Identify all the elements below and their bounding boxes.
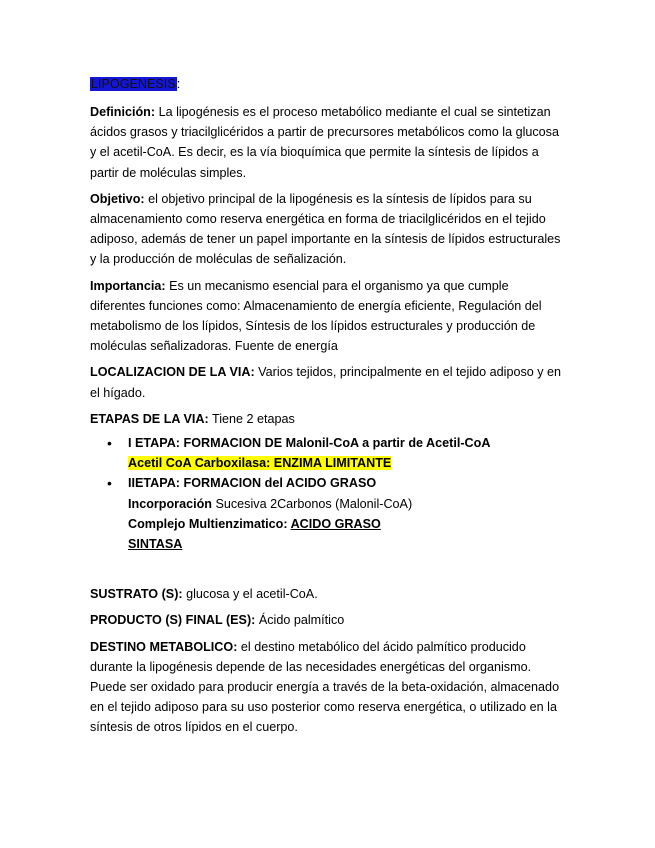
importancia-text: Es un mecanismo esencial para el organismo ya que cumple diferentes funciones como: Almacenamiento de energía eficiente, Regulación del metabolismo de los lípidos, Síntesis de los lípidos estructurales y producción de moléculas señalizadoras. Fuente de energía <box>90 278 542 354</box>
producto-paragraph <box>90 610 565 630</box>
etapa-2-title: • IIETAPA: FORMACION del ACIDO GRASO <box>128 476 377 491</box>
etapa-1-title: • I ETAPA: FORMACION DE Malonil-CoA a partir de Acetil-CoA <box>128 436 491 451</box>
definicion-text: La lipogénesis es el proceso metabólico mediante el cual se sintetizan ácidos grasos y triacilglicéridos a partir de precursores metabólicos como la glucosa y el acetil-CoA. Es decir, es la vía bioquímica que permite la síntesis de lípidos a partir de moléculas simples. <box>90 105 559 180</box>
definicion-paragraph <box>90 102 565 183</box>
producto-text: Ácido palmítico <box>255 613 345 628</box>
etapas-paragraph <box>90 409 565 429</box>
etapa-2-complejo <box>128 514 565 534</box>
destino-text: el destino metabólico del ácido palmítico producido durante la lipogénesis depende de las necesidades energéticas del organismo. Puede ser oxidado para producir energía a través de la beta-oxidación, almacenado en el tejido adiposo para su uso posterior como reserva energética, o utilizado en la síntesis de otros lípidos en el cuerpo. <box>90 639 560 735</box>
document-title: LIPOGENESIS <box>91 77 176 91</box>
localizacion-text: Varios tejidos, principalmente en el tejido adiposo y en el hígado. <box>90 365 562 400</box>
etapa-1-highlight: Acetil CoA Carboxilasa: ENZIMA LIMITANTE <box>128 456 392 471</box>
destino-paragraph <box>90 637 565 738</box>
etapa-2-incorporacion <box>128 494 565 514</box>
title-line <box>90 74 565 96</box>
destino-label: DESTINO METABOLICO: <box>90 639 238 654</box>
spacer <box>90 554 565 578</box>
complejo-underline-1: ACIDO GRASO <box>290 516 381 531</box>
objetivo-paragraph <box>90 189 565 270</box>
complejo-underline-2: SINTASA <box>128 537 183 552</box>
objetivo-text: el objetivo principal de la lipogénesis es la síntesis de lípidos para su almacenamiento como reserva energética en forma de triacilglicéridos en el tejido adiposo, además de tener un papel importante en la síntesis de lípidos estructurales y la producción de moléculas de señalización. <box>90 191 561 267</box>
sustrato-text: glucosa y el acetil-CoA. <box>182 587 318 602</box>
localizacion-paragraph <box>90 362 565 402</box>
etapas-list <box>90 433 565 554</box>
importancia-paragraph <box>90 276 565 357</box>
complejo-label: Complejo Multienzimatico: <box>128 516 291 531</box>
incorporacion-text: Sucesiva 2Carbonos (Malonil-CoA) <box>211 496 413 511</box>
sustrato-label: SUSTRATO (S): <box>90 587 183 602</box>
list-item <box>128 473 565 554</box>
document-page <box>90 72 565 738</box>
localizacion-label: LOCALIZACION DE LA VIA: <box>90 365 255 380</box>
definicion-label: Definición: <box>90 105 156 119</box>
etapas-text: Tiene 2 etapas <box>208 411 295 426</box>
objetivo-label: Objetivo: <box>90 191 145 206</box>
sustrato-paragraph <box>90 584 565 604</box>
importancia-label: Importancia: <box>90 278 166 293</box>
incorporacion-label: Incorporación <box>128 496 212 511</box>
title-colon: : <box>176 77 181 91</box>
list-item <box>128 433 565 473</box>
producto-label: PRODUCTO (S) FINAL (ES): <box>90 613 256 628</box>
etapas-label: ETAPAS DE LA VIA: <box>90 411 209 426</box>
